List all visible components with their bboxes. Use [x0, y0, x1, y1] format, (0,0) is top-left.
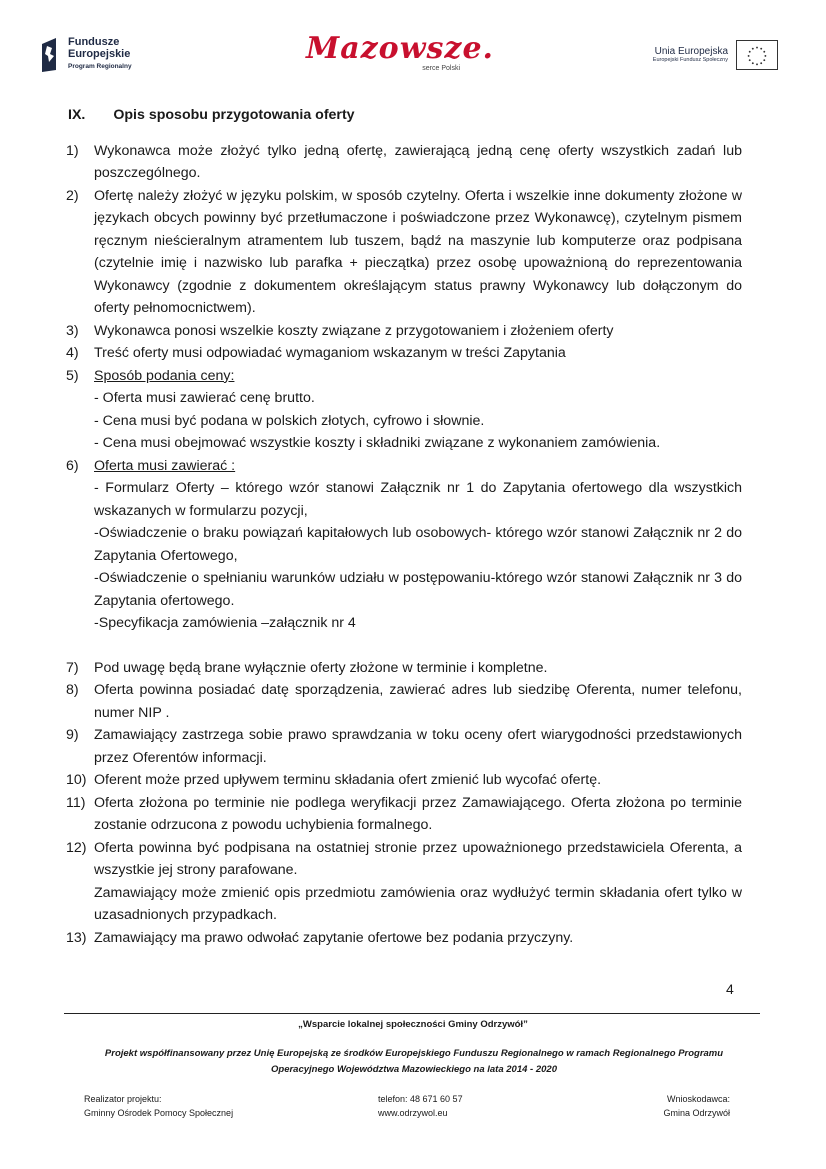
mazowsze-tagline: serce Polski — [422, 65, 460, 72]
item-number: 2) — [66, 187, 79, 204]
sub-line: -Oświadczenie o braku powiązań kapitałowych lub osobowych- którego wzór stanowi Załącznik nr 2 do Zapytania Ofertowego, — [94, 525, 742, 564]
mazowsze-wordmark: Mazowsze. — [306, 31, 494, 66]
fe-title-line1: Fundusze — [68, 36, 120, 48]
item-text: Zamawiający ma prawo odwołać zapytanie ofertowe bez podania przyczyny. — [94, 929, 574, 946]
mazowsze-logo — [306, 31, 494, 76]
fe-emblem-icon — [38, 36, 62, 74]
applicant-label: Wnioskodawca: — [666, 1094, 730, 1104]
section-heading — [68, 104, 742, 127]
contact-phone: telefon: 48 671 60 57 — [378, 1094, 463, 1104]
footer-title: „Wsparcie lokalnej społeczności Gminy Odrzywół” — [298, 1019, 528, 1030]
list-item — [66, 320, 742, 343]
item-text: Oferta złożona po terminie nie podlega weryfikacji przez Zamawiającego. Oferta złożona po terminie zostanie odrzucona z powodu uchybienia formalnego. — [94, 794, 742, 833]
eu-subtitle: Europejski Fundusz Społeczny — [652, 57, 728, 63]
item-number: 6) — [66, 457, 79, 474]
list-item — [66, 724, 742, 769]
item-number: 11) — [66, 794, 86, 811]
section-number: IX. — [68, 107, 86, 123]
item-text: Oferta powinna posiadać datę sporządzenia, zawierać adres lub siedzibę Oferenta, numer telefonu, numer NIP . — [94, 682, 742, 721]
footer-contact — [378, 1092, 463, 1120]
list-item — [66, 769, 742, 792]
sub-line: - Cena musi być podana w polskich złotych, cyfrowo i słownie. — [94, 412, 485, 429]
item-heading: Oferta musi zawierać : — [94, 457, 236, 474]
list-item — [66, 342, 742, 365]
item-number: 7) — [66, 659, 79, 676]
sub-line: -Oświadczenie o spełnianiu warunków udziału w postępowaniu-którego wzór stanowi Załącznik nr 3 do Zapytania ofertowego. — [94, 570, 742, 609]
eu-flag-icon — [736, 40, 778, 70]
implementer-value: Gminny Ośrodek Pomocy Społecznej — [84, 1108, 234, 1118]
footer-applicant — [650, 1092, 730, 1120]
footer-implementer — [84, 1092, 233, 1120]
list-item — [66, 455, 742, 635]
item-number: 4) — [66, 345, 79, 361]
sub-line: - Formularz Oferty – którego wzór stanowi Załącznik nr 1 do Zapytania ofertowego dla wszystkich wskazanych w formularzu pozycji, — [94, 480, 742, 519]
item-number: 12) — [66, 839, 87, 856]
list-item — [66, 657, 742, 680]
contact-website: www.odrzywol.eu — [378, 1108, 448, 1118]
item-text: Wykonawca ponosi wszelkie koszty związane z przygotowaniem i złożeniem oferty — [94, 322, 614, 339]
sub-line: - Cena musi obejmować wszystkie koszty i składniki związane z wykonaniem zamówienia. — [94, 435, 661, 451]
item-number: 8) — [66, 682, 79, 698]
item-number: 5) — [66, 367, 79, 384]
sub-line: -Specyfikacja zamówienia –załącznik nr 4 — [94, 615, 356, 631]
item-text: Zamawiający zastrzega sobie prawo sprawdzania w toku oceny ofert wiarygodności przedstawionych przez Oferentów informacji. — [94, 727, 742, 766]
fundusze-europejskie-logo — [38, 34, 178, 78]
item-number: 9) — [66, 727, 79, 743]
item-heading: Sposób podania ceny: — [94, 367, 235, 384]
item-number: 1) — [66, 142, 79, 159]
list-item — [66, 927, 742, 950]
list-item — [66, 185, 742, 320]
implementer-label: Realizator projektu: — [84, 1094, 162, 1104]
list-item — [66, 140, 742, 185]
item-text: Wykonawca może złożyć tylko jedną ofertę, zawierającą jedną cenę oferty wszystkich zadań lub poszczególnego. — [94, 142, 742, 181]
footer-project-note: Projekt współfinansowany przez Unię Europejską ze środków Europejskiego Funduszu Regionalnego w ramach Regionalnego Programu Operacyjnego Województwa Mazowieckiego na lata 2014 - 2020 — [104, 1048, 724, 1075]
list-item — [66, 365, 742, 455]
eu-title: Unia Europejska — [654, 46, 728, 57]
item-text: Oferta powinna być podpisana na ostatniej stronie przez upoważnionego przedstawiciela Oferenta, a wszystkie jej strony parafowane. — [94, 839, 742, 878]
page-header — [38, 32, 778, 82]
sub-line: - Oferta musi zawierać cenę brutto. — [94, 390, 315, 406]
fe-subtitle: Program Regionalny — [68, 63, 132, 70]
list-item — [66, 792, 742, 837]
footer-divider — [64, 1013, 760, 1014]
item-extra-text: Zamawiający może zmienić opis przedmiotu zamówienia oraz wydłużyć termin składania ofert tylko w uzasadnionych przypadkach. — [94, 884, 742, 923]
item-text: Oferent może przed upływem terminu składania ofert zmienić lub wycofać ofertę. — [94, 772, 602, 788]
list-item — [66, 679, 742, 724]
applicant-value: Gmina Odrzywół — [663, 1108, 730, 1118]
page-number: 4 — [726, 981, 734, 997]
item-text: Treść oferty musi odpowiadać wymaganiom wskazanym w treści Zapytania — [94, 345, 566, 361]
item-number: 3) — [66, 322, 79, 339]
item-number: 13) — [66, 929, 87, 946]
item-text: Ofertę należy złożyć w języku polskim, w sposób czytelny. Oferta i wszelkie inne dokumenty złożone w językach obcych powinny być przetłumaczone i poświadczone przez Wykonawcę), czytelnym pismem ręcznym nieścieralnym atramentem lub tuszem, bądź na maszynie lub komputerze oraz podpisana (czytelnie imię i nazwisko lub parafka + pieczątka) przez osobę upoważnioną do reprezentowania Wykonawcy (zgodnie z dokumentem określającym status prawny Wykonawcy lub dołączonym do oferty pełnomocnictwem). — [94, 187, 742, 316]
document-body — [66, 104, 742, 949]
item-text: Pod uwagę będą brane wyłącznie oferty złożone w terminie i kompletne. — [94, 659, 548, 676]
fe-title-line2: Europejskie — [68, 48, 131, 60]
list-item — [66, 837, 742, 927]
item-number: 10) — [66, 772, 87, 788]
section-title: Opis sposobu przygotowania oferty — [113, 107, 355, 123]
